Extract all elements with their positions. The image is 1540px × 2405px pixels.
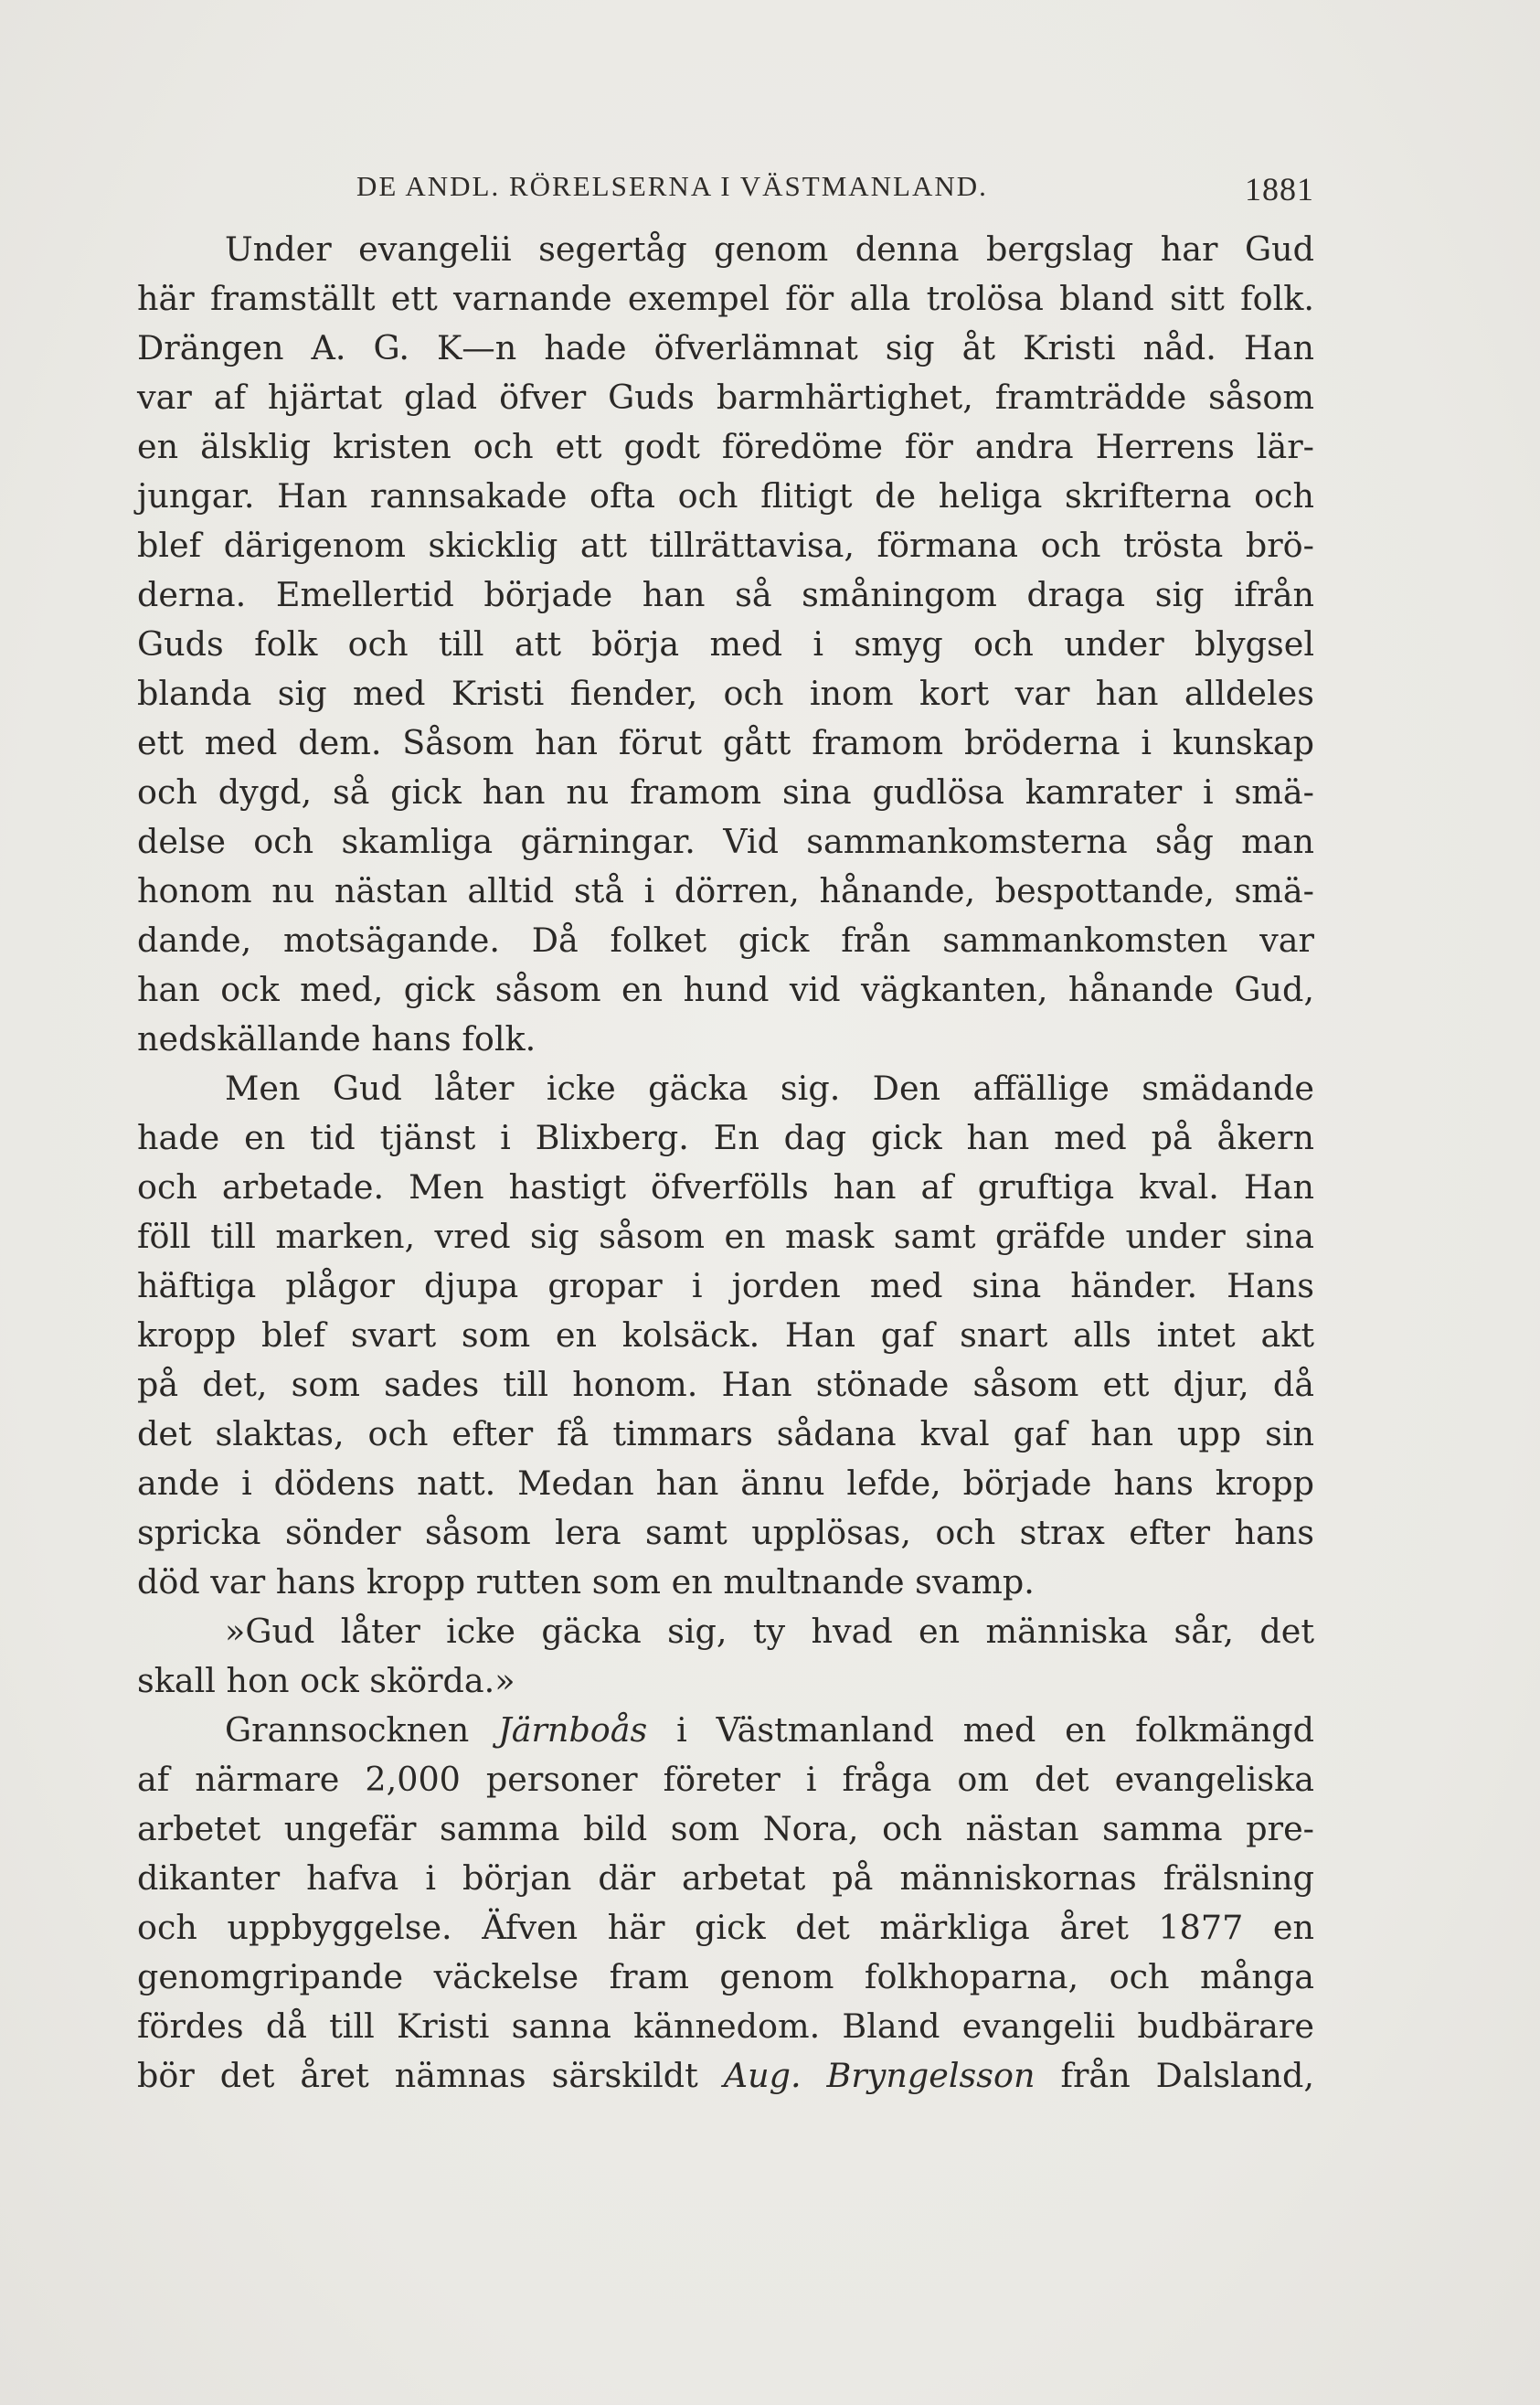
text-line: på det, som sades till honom. Han stönade såsom ett djur, då xyxy=(137,1365,1314,1404)
text-line: dikanter hafva i början där arbetat på människornas frälsning xyxy=(137,1858,1314,1898)
text-line: och uppbyggelse. Äfven här gick det märkliga året 1877 en xyxy=(137,1908,1314,1947)
text-line: och arbetade. Men hastigt öfverfölls han af gruftiga kval. Han xyxy=(137,1167,1314,1207)
text-line: Men Gud låter icke gäcka sig. Den affällige smädande xyxy=(225,1069,1314,1108)
text-line: Guds folk och till att börja med i smyg och under blygsel xyxy=(137,624,1314,664)
page-header xyxy=(137,170,1314,216)
place-name: Järnboås xyxy=(498,1710,648,1750)
page-number: 1881 xyxy=(1245,171,1314,208)
body-text xyxy=(137,225,1314,2101)
text-line: var af hjärtat glad öfver Guds barmhärtighet, framträdde såsom xyxy=(137,378,1314,417)
text-line: hade en tid tjänst i Blixberg. En dag gick han med på åkern xyxy=(137,1118,1314,1157)
text-line: det slaktas, och efter få timmars sådana kval gaf han upp sin xyxy=(137,1414,1314,1453)
text-line: delse och skamliga gärningar. Vid sammankomsterna såg man xyxy=(137,822,1314,861)
text-line: blef därigenom skicklig att tillrättavisa, förmana och trösta brö- xyxy=(137,526,1314,565)
text-line: nedskällande hans folk. xyxy=(137,1019,536,1059)
text-segment: Grannsocknen xyxy=(225,1710,499,1750)
text-line: derna. Emellertid började han så småningom draga sig ifrån xyxy=(137,575,1314,614)
text-line xyxy=(137,1706,1314,1755)
text-segment: från Dalsland, xyxy=(1035,2056,1314,2095)
text-line: död var hans kropp rutten som en multnande svamp. xyxy=(137,1562,1035,1602)
text-line: en älsklig kristen och ett godt föredöme för andra Herrens lär- xyxy=(137,427,1314,466)
text-line: jungar. Han rannsakade ofta och flitigt de heliga skrifterna och xyxy=(137,476,1314,516)
text-line: »Gud låter icke gäcka sig, ty hvad en människa sår, det xyxy=(225,1612,1314,1651)
text-line: spricka sönder såsom lera samt upplösas, och strax efter hans xyxy=(137,1513,1314,1552)
text-line: Under evangelii segertåg genom denna bergslag har Gud xyxy=(225,229,1314,269)
text-line: han ock med, gick såsom en hund vid vägkanten, hånande Gud, xyxy=(137,970,1314,1009)
text-line: arbetet ungefär samma bild som Nora, och nästan samma pre- xyxy=(137,1809,1314,1848)
text-line: honom nu nästan alltid stå i dörren, hånande, bespottande, smä- xyxy=(137,871,1314,910)
text-line: föll till marken, vred sig såsom en mask samt gräfde under sina xyxy=(137,1217,1314,1256)
text-line: kropp blef svart som en kolsäck. Han gaf snart alls intet akt xyxy=(137,1315,1314,1355)
text-line: blanda sig med Kristi fiender, och inom kort var han alldeles xyxy=(137,674,1314,713)
text-line: och dygd, så gick han nu framom sina gudlösa kamrater i smä- xyxy=(137,772,1314,812)
text-line: skall hon ock skörda.» xyxy=(137,1661,515,1700)
text-line: genomgripande väckelse fram genom folkhoparna, och många xyxy=(137,1957,1314,1996)
text-line: ett med dem. Såsom han förut gått framom bröderna i kunskap xyxy=(137,723,1314,762)
text-line: häftiga plågor djupa gropar i jorden med sina händer. Hans xyxy=(137,1266,1314,1305)
text-line: af närmare 2,000 personer företer i fråga om det evangeliska xyxy=(137,1760,1314,1799)
text-line xyxy=(137,2051,1314,2101)
text-line: ande i dödens natt. Medan han ännu lefde, började hans kropp xyxy=(137,1463,1314,1503)
text-line: dande, motsägande. Då folket gick från sammankomsten var xyxy=(137,920,1314,960)
text-segment: i Västmanland med en folkmängd xyxy=(647,1710,1314,1750)
person-name: Aug. Bryngelsson xyxy=(723,2056,1036,2095)
text-line: Drängen A. G. K—n hade öfverlämnat sig åt Kristi nåd. Han xyxy=(137,328,1314,367)
text-segment: bör det året nämnas särskildt xyxy=(137,2056,724,2095)
text-line: här framställt ett varnande exempel för alla trolösa bland sitt folk. xyxy=(137,279,1314,318)
running-title: DE ANDL. RÖRELSERNA I VÄSTMANLAND. xyxy=(356,170,988,202)
text-line: fördes då till Kristi sanna kännedom. Bland evangelii budbärare xyxy=(137,2006,1314,2046)
